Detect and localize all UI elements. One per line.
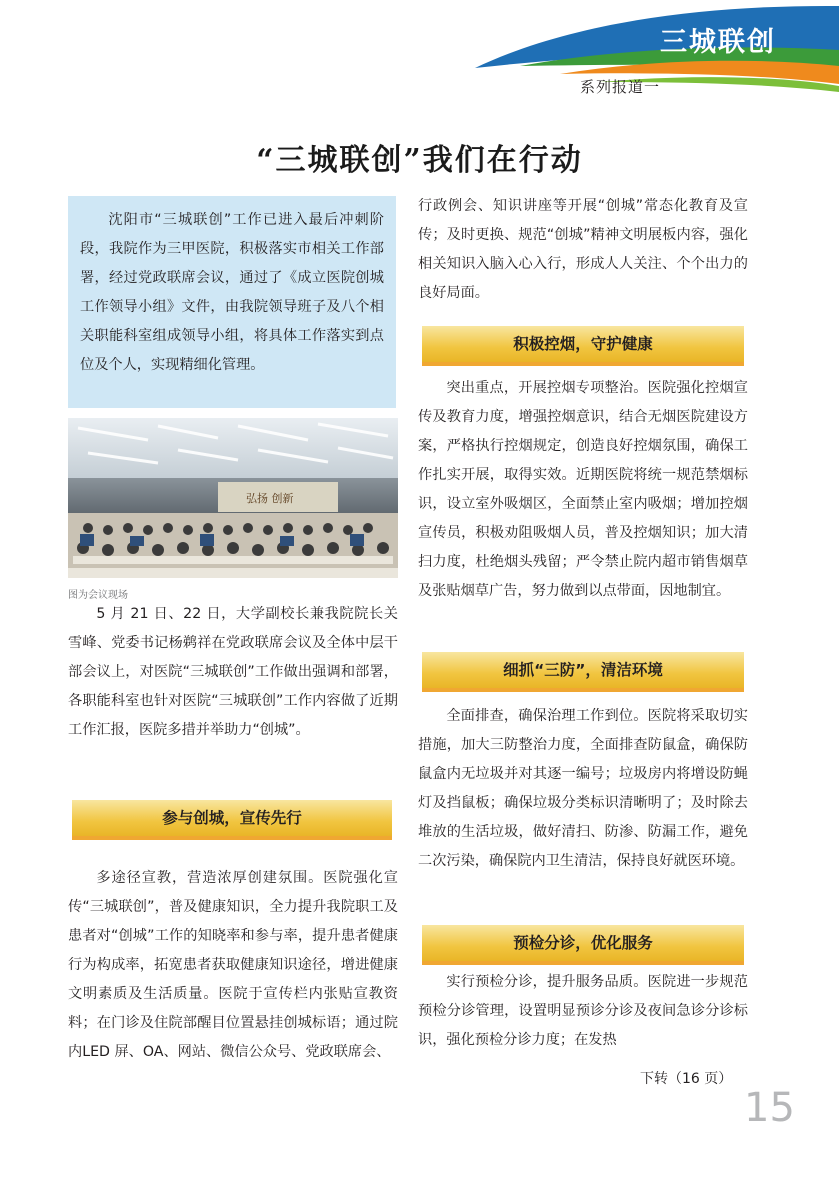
- meeting-photo: [68, 418, 398, 578]
- page-title: “三城联创”我们在行动: [256, 143, 583, 178]
- section-heading-tobacco-control: 积极控烟，守护健康: [422, 326, 744, 362]
- meeting-text-block: [68, 600, 398, 745]
- publicity-continuation-block: [418, 192, 748, 308]
- header-banner: [0, 0, 839, 110]
- intro-paragraph: 沈阳市“三城联创”工作已进入最后冲刺阶段，我院作为三甲医院，积极落实市相关工作部署，经过党政联席会议，通过了《成立医院创城工作领导小组》文件，由我院领导班子及八个相关职能科室组成领导小组，将具体工作落实到点位及个人，实现精细化管理。: [80, 212, 384, 373]
- meeting-photo-image: [68, 418, 398, 578]
- intro-box: [68, 196, 396, 408]
- page-number: 15: [744, 1085, 795, 1131]
- meeting-paragraph: 5 月 21 日、22 日，大学副校长兼我院院长关雪峰、党委书记杨鹈祥在党政联席会议及全体中层干部会议上，对医院“三城联创”工作做出强调和部署，各职能科室也针对医院“三城联创”工作内容做了近期工作汇报，医院多措并举助力“创城”。: [68, 606, 398, 738]
- tobacco-control-paragraph: 突出重点，开展控烟专项整治。医院强化控烟宣传及教育力度，增强控烟意识，结合无烟医院建设方案，严格执行控烟规定，创造良好控烟氛围，确保工作扎实开展，取得实效。近期医院将统一规范禁烟标识，设立室外吸烟区，全面禁止室内吸烟；增加控烟宣传员，积极劝阻吸烟人员，普及控烟知识；加大清扫力度，杜绝烟头残留；严令禁止院内超市销售烟草及张贴烟草广告，努力做到以点带面，因地制宜。: [418, 380, 748, 599]
- series-label: 系列报道一: [580, 78, 661, 96]
- photo-caption: 图为会议现场: [68, 590, 128, 601]
- brand-title: 三城联创: [660, 27, 776, 58]
- continued-on-page-note: 下转（16 页）: [640, 1071, 733, 1087]
- publicity-paragraph: 多途径宣教，营造浓厚创建氛围。医院强化宣传“三城联创”，普及健康知识，全力提升我院职工及患者对“创城”工作的知晓率和参与率，提升患者健康行为构成率，拓宽患者获取健康知识途径，增进健康文明素质及生活质量。医院于宣传栏内张贴宣教资料；在门诊及住院部醒目位置悬挂创城标语；通过院内LED 屏、OA、网站、微信公众号、党政联席会、: [68, 870, 398, 1060]
- section-heading-triage: 预检分诊，优化服务: [422, 925, 744, 961]
- pest-control-paragraph: 全面排查，确保治理工作到位。医院将采取切实措施，加大三防整治力度，全面排查防鼠盒，确保防鼠盒内无垃圾并对其逐一编号；垃圾房内将增设防蝇灯及挡鼠板；确保垃圾分类标识清晰明了；及时除去堆放的生活垃圾，做好清扫、防渗、防漏工作，避免二次污染，确保院内卫生清洁，保持良好就医环境。: [418, 708, 748, 869]
- section-heading-pest-control: 细抓“三防”，清洁环境: [422, 652, 744, 688]
- section-body-triage: [418, 968, 748, 1055]
- section-body-tobacco-control: [418, 374, 748, 606]
- publicity-continuation-paragraph: 行政例会、知识讲座等开展“创城”常态化教育及宣传；及时更换、规范“创城”精神文明展板内容，强化相关知识入脑入心入行，形成人人关注、个个出力的良好局面。: [418, 198, 748, 301]
- section-body-pest-control: [418, 702, 748, 876]
- triage-paragraph: 实行预检分诊，提升服务品质。医院进一步规范预检分诊管理，设置明显预诊分诊及夜间急诊分诊标识，强化预检分诊力度；在发热: [418, 974, 748, 1048]
- stage-banner-text: 弘扬 创新: [246, 492, 294, 505]
- section-body-publicity: [68, 864, 398, 1067]
- section-heading-publicity: 参与创城，宣传先行: [72, 800, 392, 836]
